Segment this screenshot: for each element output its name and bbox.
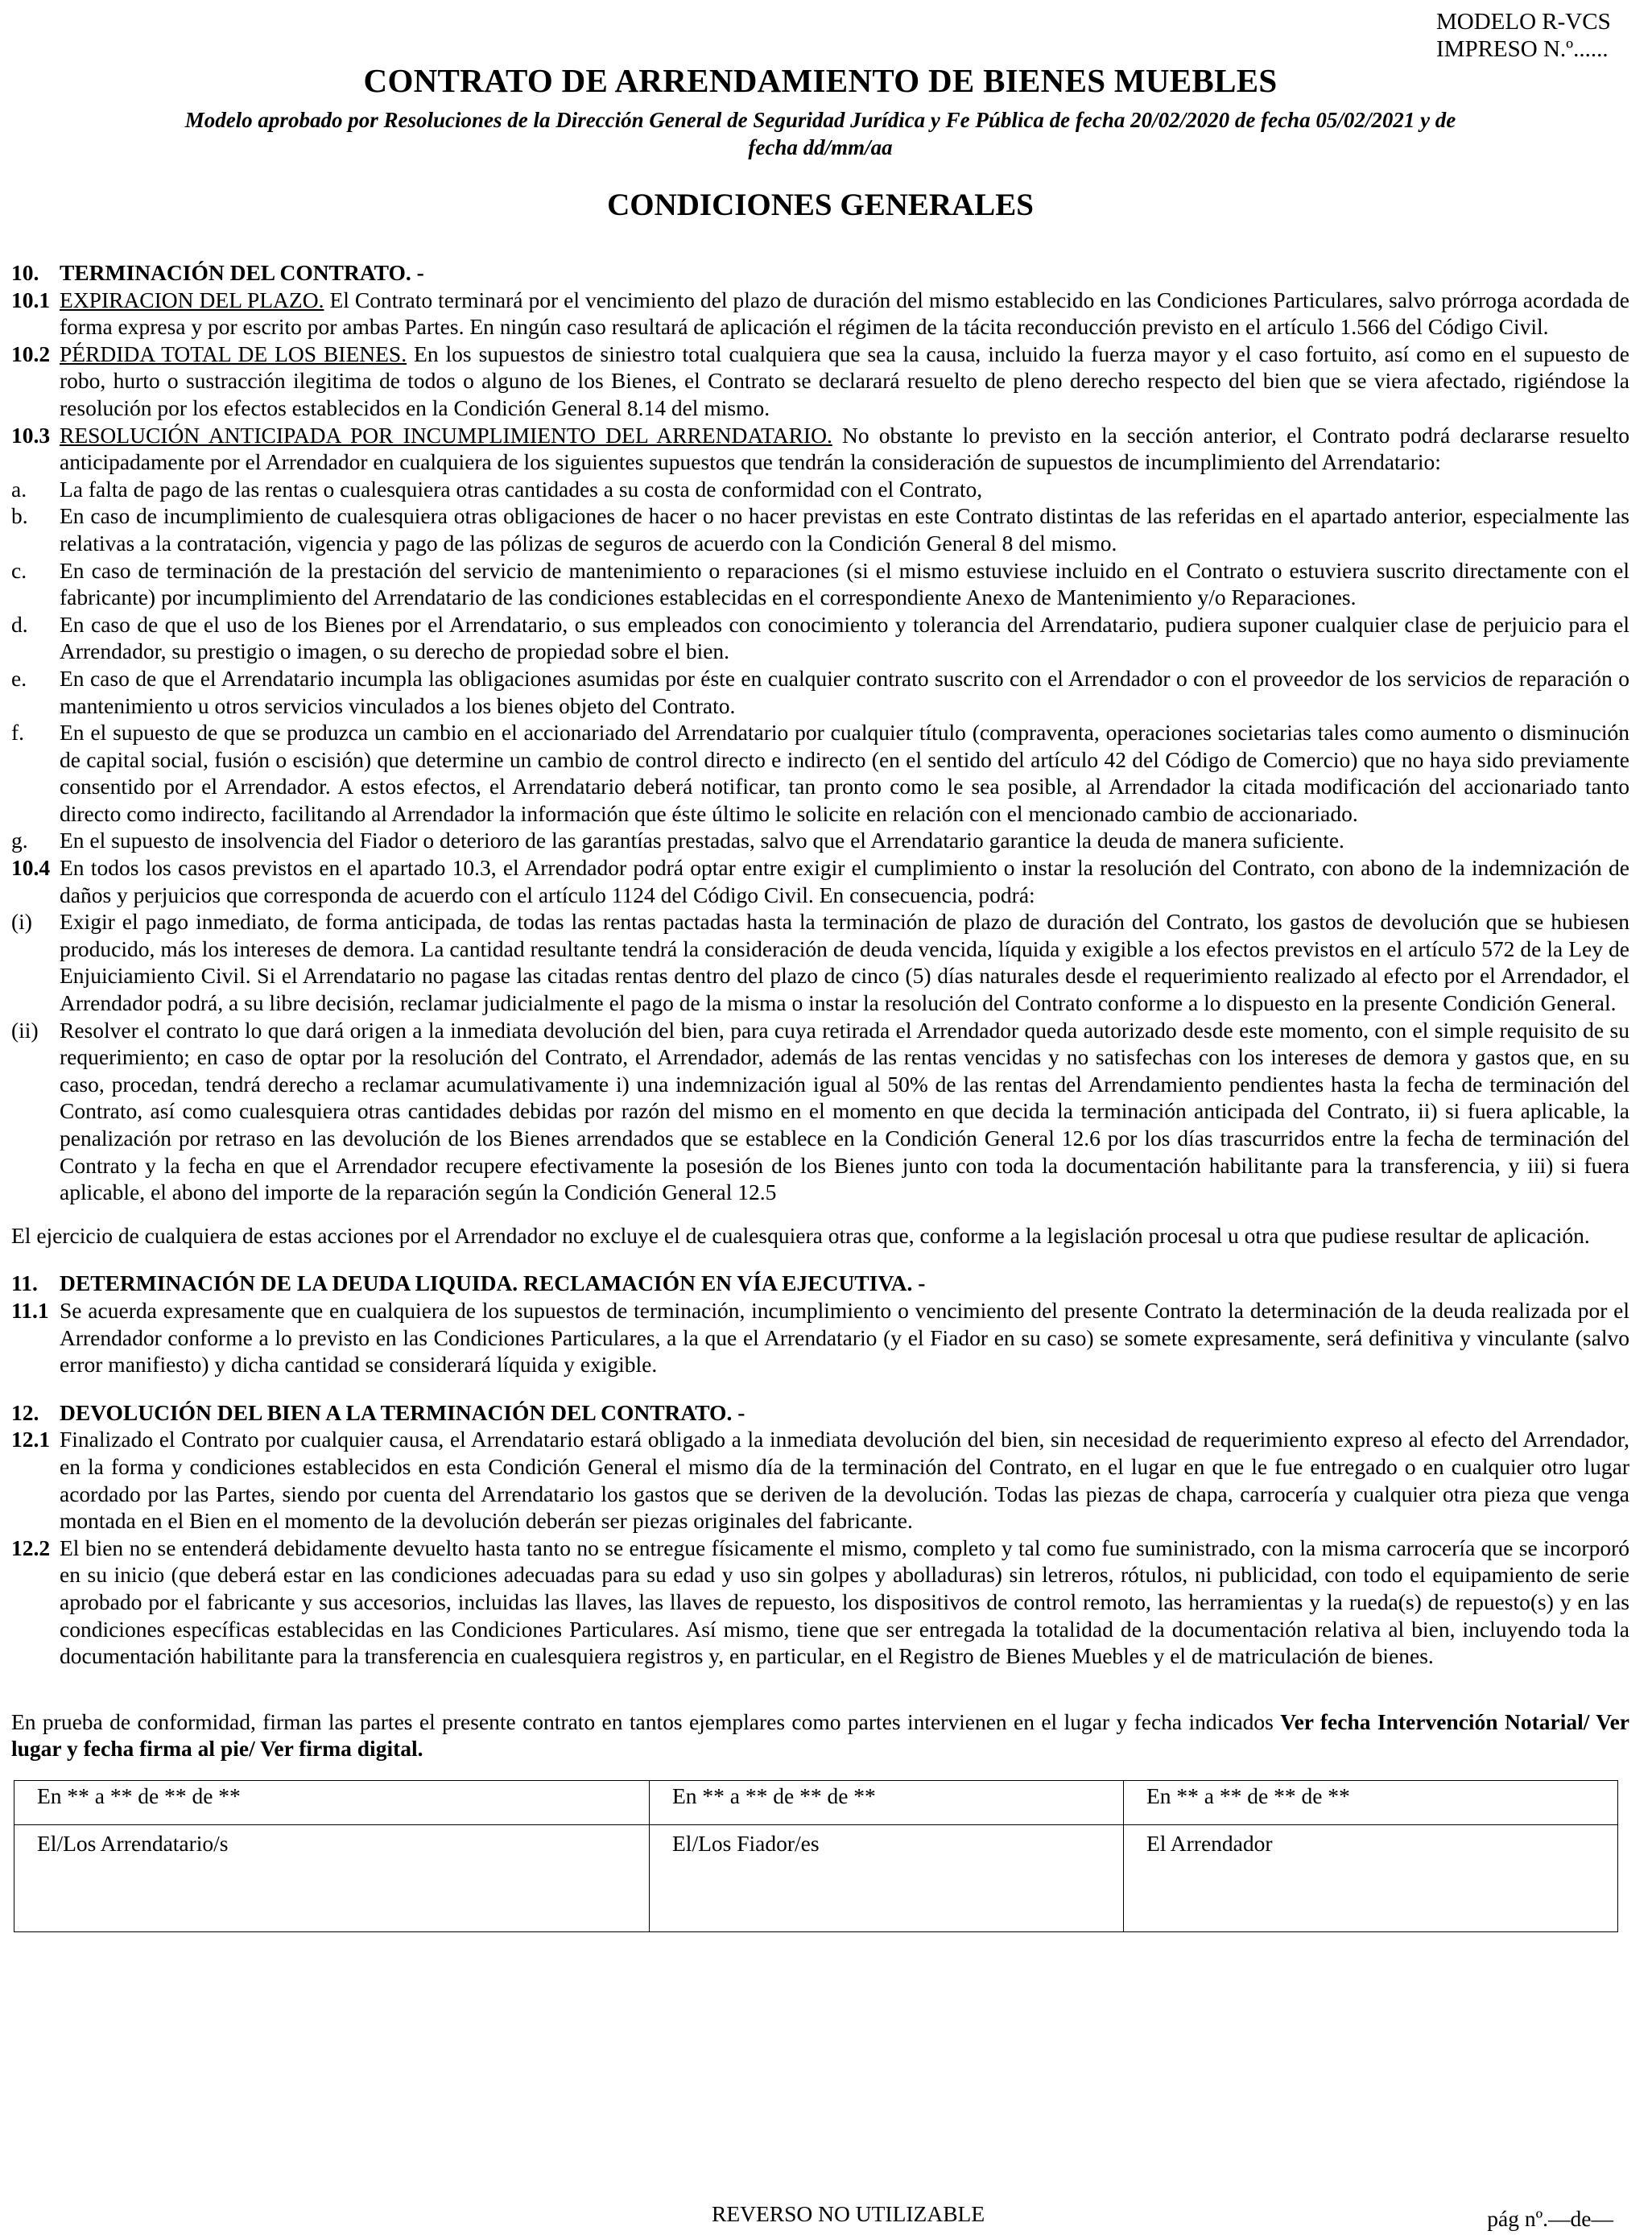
list-item-ii (11, 1017, 1629, 1206)
heading-text: TERMINACIÓN DEL CONTRATO. - (60, 260, 424, 285)
list-text: En caso de terminación de la prestación del servicio de mantenimiento o reparaciones (si el mismo estuviese incluido en el Contrato o estuviera suscrito directamente con el fabricante) por incumplimiento del Arrendatario de las condiciones establecidas en el correspondiente Anexo de Mantenimiento y/o Reparaciones. (60, 557, 1629, 610)
document-title: CONTRATO DE ARRENDAMIENTO DE BIENES MUEBLES (363, 62, 1278, 99)
clause-number: 12.2 (11, 1535, 51, 1560)
clause-10-2 (11, 341, 1629, 422)
page-number: pág nº.—de— (1487, 2206, 1613, 2231)
list-item-c (11, 557, 1629, 611)
clause-number: 10.2 (11, 341, 51, 366)
list-item-e (11, 665, 1629, 719)
heading-12 (11, 1399, 1629, 1427)
closing-paragraph: El ejercicio de cualquiera de estas acciones por el Arrendador no excluye el de cualesquiera otras que, conforme a la legislación procesal u otra que pudiese resultar de aplicación. (11, 1222, 1590, 1248)
signature-date-cell[interactable]: En ** a ** de ** de ** (14, 1780, 650, 1824)
clause-number: 12.1 (11, 1427, 51, 1452)
list-label: d. (11, 611, 28, 637)
document-page (11, 0, 1629, 2235)
clause-number: 10.1 (11, 287, 51, 312)
list-label: c. (11, 557, 27, 583)
heading-10 (11, 259, 1629, 287)
list-label: f. (11, 720, 25, 746)
witness-bold-text: Ver fecha Intervención Notarial/ Ver lugar y fecha firma al pie/ Ver firma digital. (11, 1708, 1629, 1762)
signature-table (14, 1780, 1618, 1932)
signature-party-cell[interactable]: El/Los Fiador/es (650, 1824, 1124, 1931)
signature-date-cell[interactable]: En ** a ** de ** de ** (650, 1780, 1124, 1824)
list-label: g. (11, 828, 28, 853)
heading-number: 11. (11, 1270, 38, 1296)
witness-statement (11, 1708, 1629, 1762)
list-text: En caso de incumplimiento de cualesquiera otras obligaciones de hacer o no hacer previstas en este Contrato distintas de las referidas en el apartado anterior, especialmente las relativas a la contratación, vigencia y pago de las pólizas de seguros de acuerdo con la Condición General 8 del mismo. (60, 503, 1629, 556)
list-item-f (11, 719, 1629, 827)
clause-12-1 (11, 1426, 1629, 1534)
clause-10-1 (11, 287, 1629, 341)
model-code-line2: IMPRESO N.º...... (1436, 36, 1609, 62)
list-text: La falta de pago de las rentas o cualesquiera otras cantidades a su costa de conformidad con el Contrato, (60, 476, 983, 502)
list-text: Resolver el contrato lo que dará origen a la inmediata devolución del bien, para cuya retirada el Arrendador queda autorizado desde este momento, con el simple requisito de su requerimiento; en caso de optar por la resolución del Contrato, el Arrendador, además de las rentas vencidas y no satisfechas con los intereses de demora y gastos que, en su caso, procedan, tendrá derecho a reclamar acumulativamente i) una indemnización igual al 50% de las rentas del Arrendamiento pendientes hasta la fecha de terminación del Contrato, así como cualesquiera otras cantidades debidas por razón del mismo en el momento en que decida la terminación anticipada del Contrato, ii) si fuera aplicable, la penalización por retraso en las devolución de los Bienes arrendados que se establece en la Condición General 12.6 por los días trascurridos entre la fecha de terminación del Contrato y la fecha en que el Arrendador recupere efectivamente la posesión de los Bienes junto con toda la documentación habilitante para la transferencia, y iii) si fuera aplicable, el abono del importe de la reparación según la Condición General 12.5 (60, 1017, 1629, 1205)
clause-heading: RESOLUCIÓN ANTICIPADA POR INCUMPLIMIENTO DEL ARRENDATARIO. (60, 422, 832, 448)
clause-number: 10.4 (11, 855, 51, 881)
model-code (1436, 8, 1629, 63)
signature-party-row (14, 1824, 1618, 1931)
list-label: a. (11, 476, 27, 502)
reverse-note: REVERSO NO UTILIZABLE (712, 2201, 985, 2226)
list-item-i (11, 908, 1629, 1016)
witness-text: En prueba de conformidad, firman las partes el presente contrato en tantos ejemplares como partes intervienen en el lugar y fecha indicados (11, 1708, 1281, 1734)
clause-text: En todos los casos previstos en el apartado 10.3, el Arrendador podrá optar entre exigir el cumplimiento o instar la resolución del Contrato, con abono de la indemnización de daños y perjuicios que corresponda de acuerdo con el artículo 1124 del Código Civil. En consecuencia, podrá: (60, 855, 1629, 907)
clause-text: El bien no se entenderá debidamente devuelto hasta tanto no se entregue físicamente el mismo, completo y tal como fue suministrado, con la misma carrocería que se incorporó en su inicio (que deberá estar en las condiciones adecuadas para su edad y uso sin golpes y abolladuras) sin letreros, rótulos, ni publicidad, con todo el equipamiento de serie aprobado por el fabricante y sus accesorios, incluidas las llaves, las llaves de repuesto, los dispositivos de control remoto, las herramientas y la rueda(s) de repuesto(s) y en las condiciones específicas establecidas en las Condiciones Particulares. Así mismo, tiene que ser entregada la totalidad de la documentación relativa al bien, incluyendo toda la documentación habilitante para la transferencia en cualesquiera registros y, en particular, en el Registro de Bienes Muebles y el de matriculación de bienes. (60, 1535, 1629, 1669)
model-code-line1: MODELO R-VCS (1436, 9, 1611, 35)
list-text: Exigir el pago inmediato, de forma anticipada, de todas las rentas pactadas hasta la terminación de plazo de duración del Contrato, los gastos de devolución que se hubiesen producido, más los intereses de demora. La cantidad resultante tendrá la consideración de deuda vencida, líquida y exigible a los efectos previstos en el artículo 572 de la Ley de Enjuiciamiento Civil. Si el Arrendatario no pagase las citadas rentas dentro del plazo de cinco (5) días naturales desde el requerimiento realizado al efecto por el Arrendador, el Arrendador podrá, a su libre decisión, reclamar judicialmente el pago de la misma o instar la resolución del Contrato conforme a lo dispuesto en la presente Condición General. (60, 909, 1629, 1016)
list-item-a (11, 476, 1629, 503)
clause-text: El Contrato terminará por el vencimiento del plazo de duración del mismo establecido en las Condiciones Particulares, salvo prórroga acordada de forma expresa y por escrito por ambas Partes. En ningún caso resultará de aplicación el régimen de la tácita reconducción previsto en el artículo 1.566 del Código Civil. (60, 287, 1629, 340)
heading-11 (11, 1270, 1629, 1297)
clause-text: Se acuerda expresamente que en cualquiera de los supuestos de terminación, incumplimiento o vencimiento del presente Contrato la determinación de la deuda realizada por el Arrendador conforme a lo previsto en las Condiciones Particulares, a la que el Arrendatario (y el Fiador en su caso) se somete expresamente, será definitiva y vinculante (salvo error manifiesto) y dicha cantidad se considerará líquida y exigible. (60, 1297, 1629, 1378)
list-text: En el supuesto de insolvencia del Fiador o deterioro de las garantías prestadas, salvo que el Arrendatario garantice la deuda de manera suficiente. (60, 828, 1344, 853)
clause-10-4 (11, 854, 1629, 908)
section-title: CONDICIONES GENERALES (607, 188, 1034, 222)
heading-text: DETERMINACIÓN DE LA DEUDA LIQUIDA. RECLAMACIÓN EN VÍA EJECUTIVA. - (60, 1270, 926, 1296)
clause-number: 10.3 (11, 422, 51, 448)
clause-text: Finalizado el Contrato por cualquier causa, el Arrendatario estará obligado a la inmediata devolución del bien, sin necesidad de requerimiento expreso al efecto del Arrendador, en la forma y condiciones establecidos en esta Condición General el mismo día de la terminación del Contrato, en el lugar en que le fue entregado o en cualquier otro lugar acordado por las Partes, siendo por cuenta del Arrendatario los gastos que se deriven de la devolución. Todas las piezas de chapa, carrocería y cualquier otra pieza que venga montada en el Bien en el momento de la devolución deberán ser piezas originales del fabricante. (60, 1427, 1629, 1534)
heading-number: 12. (11, 1399, 39, 1425)
list-item-d (11, 611, 1629, 665)
clause-text: No obstante lo previsto en la sección anterior, el Contrato podrá declararse resuelto anticipadamente por el Arrendador en cualquiera de los siguientes supuestos que tendrán la consideración de supuestos de incumplimiento del Arrendatario: (60, 422, 1629, 475)
list-label: (i) (11, 909, 32, 935)
clause-text: En los supuestos de siniestro total cualquiera que sea la causa, incluido la fuerza mayor y el caso fortuito, así como en el supuesto de robo, hurto o sustracción ilegitima de todos o alguno de los Bienes, el Contrato se declarará resuelto de pleno derecho respecto del bien que se viera afectado, rigiéndose la resolución por los efectos establecidos en la Condición General 8.14 del mismo. (60, 341, 1629, 420)
conditions-body (11, 259, 1629, 1932)
clause-10-3 (11, 422, 1629, 476)
list-label: e. (11, 665, 27, 691)
signature-date-row (14, 1780, 1618, 1824)
list-item-g (11, 827, 1629, 854)
clause-heading: EXPIRACION DEL PLAZO. (60, 287, 324, 312)
list-item-b (11, 502, 1629, 556)
document-subtitle: Modelo aprobado por Resoluciones de la Dirección General de Seguridad Jurídica y Fe Pública de fecha 20/02/2020 de fecha 05/02/2021 y de fecha dd/mm/aa (184, 108, 1456, 159)
signature-party-cell[interactable]: El/Los Arrendatario/s (14, 1824, 650, 1931)
list-text: En el supuesto de que se produzca un cambio en el accionariado del Arrendatario por cualquier título (compraventa, operaciones societarias tales como aumento o disminución de capital social, fusión o escisión) que determine un cambio de control directo e indirecto (en el sentido del artículo 42 del Código de Comercio) que no haya sido previamente consentido por el Arrendador. A estos efectos, el Arrendatario deberá notificar, tan pronto como le sea posible, al Arrendador la citada modificación del accionariado tanto directo como indirecto, facilitando al Arrendador la información que éste último le solicite en relación con el mencionado cambio de accionariado. (60, 720, 1629, 826)
clause-heading: PÉRDIDA TOTAL DE LOS BIENES. (60, 341, 407, 366)
list-label: b. (11, 503, 28, 529)
clause-12-2 (11, 1535, 1629, 1670)
heading-number: 10. (11, 260, 39, 285)
heading-text: DEVOLUCIÓN DEL BIEN A LA TERMINACIÓN DEL CONTRATO. - (60, 1399, 745, 1425)
signature-date-cell[interactable]: En ** a ** de ** de ** (1124, 1780, 1618, 1824)
signature-party-cell[interactable]: El Arrendador (1124, 1824, 1618, 1931)
clause-number: 11.1 (11, 1297, 49, 1323)
list-text: En caso de que el uso de los Bienes por el Arrendatario, o sus empleados con conocimiento y tolerancia del Arrendatario, pudiera suponer cualquier clase de perjuicio para el Arrendador, su prestigio o imagen, o su derecho de propiedad sobre el bien. (60, 611, 1629, 664)
list-text: En caso de que el Arrendatario incumpla las obligaciones asumidas por éste en cualquier contrato suscrito con el Arrendador o con el proveedor de los servicios de reparación o mantenimiento u otros servicios vinculados a los bienes objeto del Contrato. (60, 665, 1629, 718)
list-label: (ii) (11, 1017, 39, 1043)
clause-11-1 (11, 1297, 1629, 1378)
